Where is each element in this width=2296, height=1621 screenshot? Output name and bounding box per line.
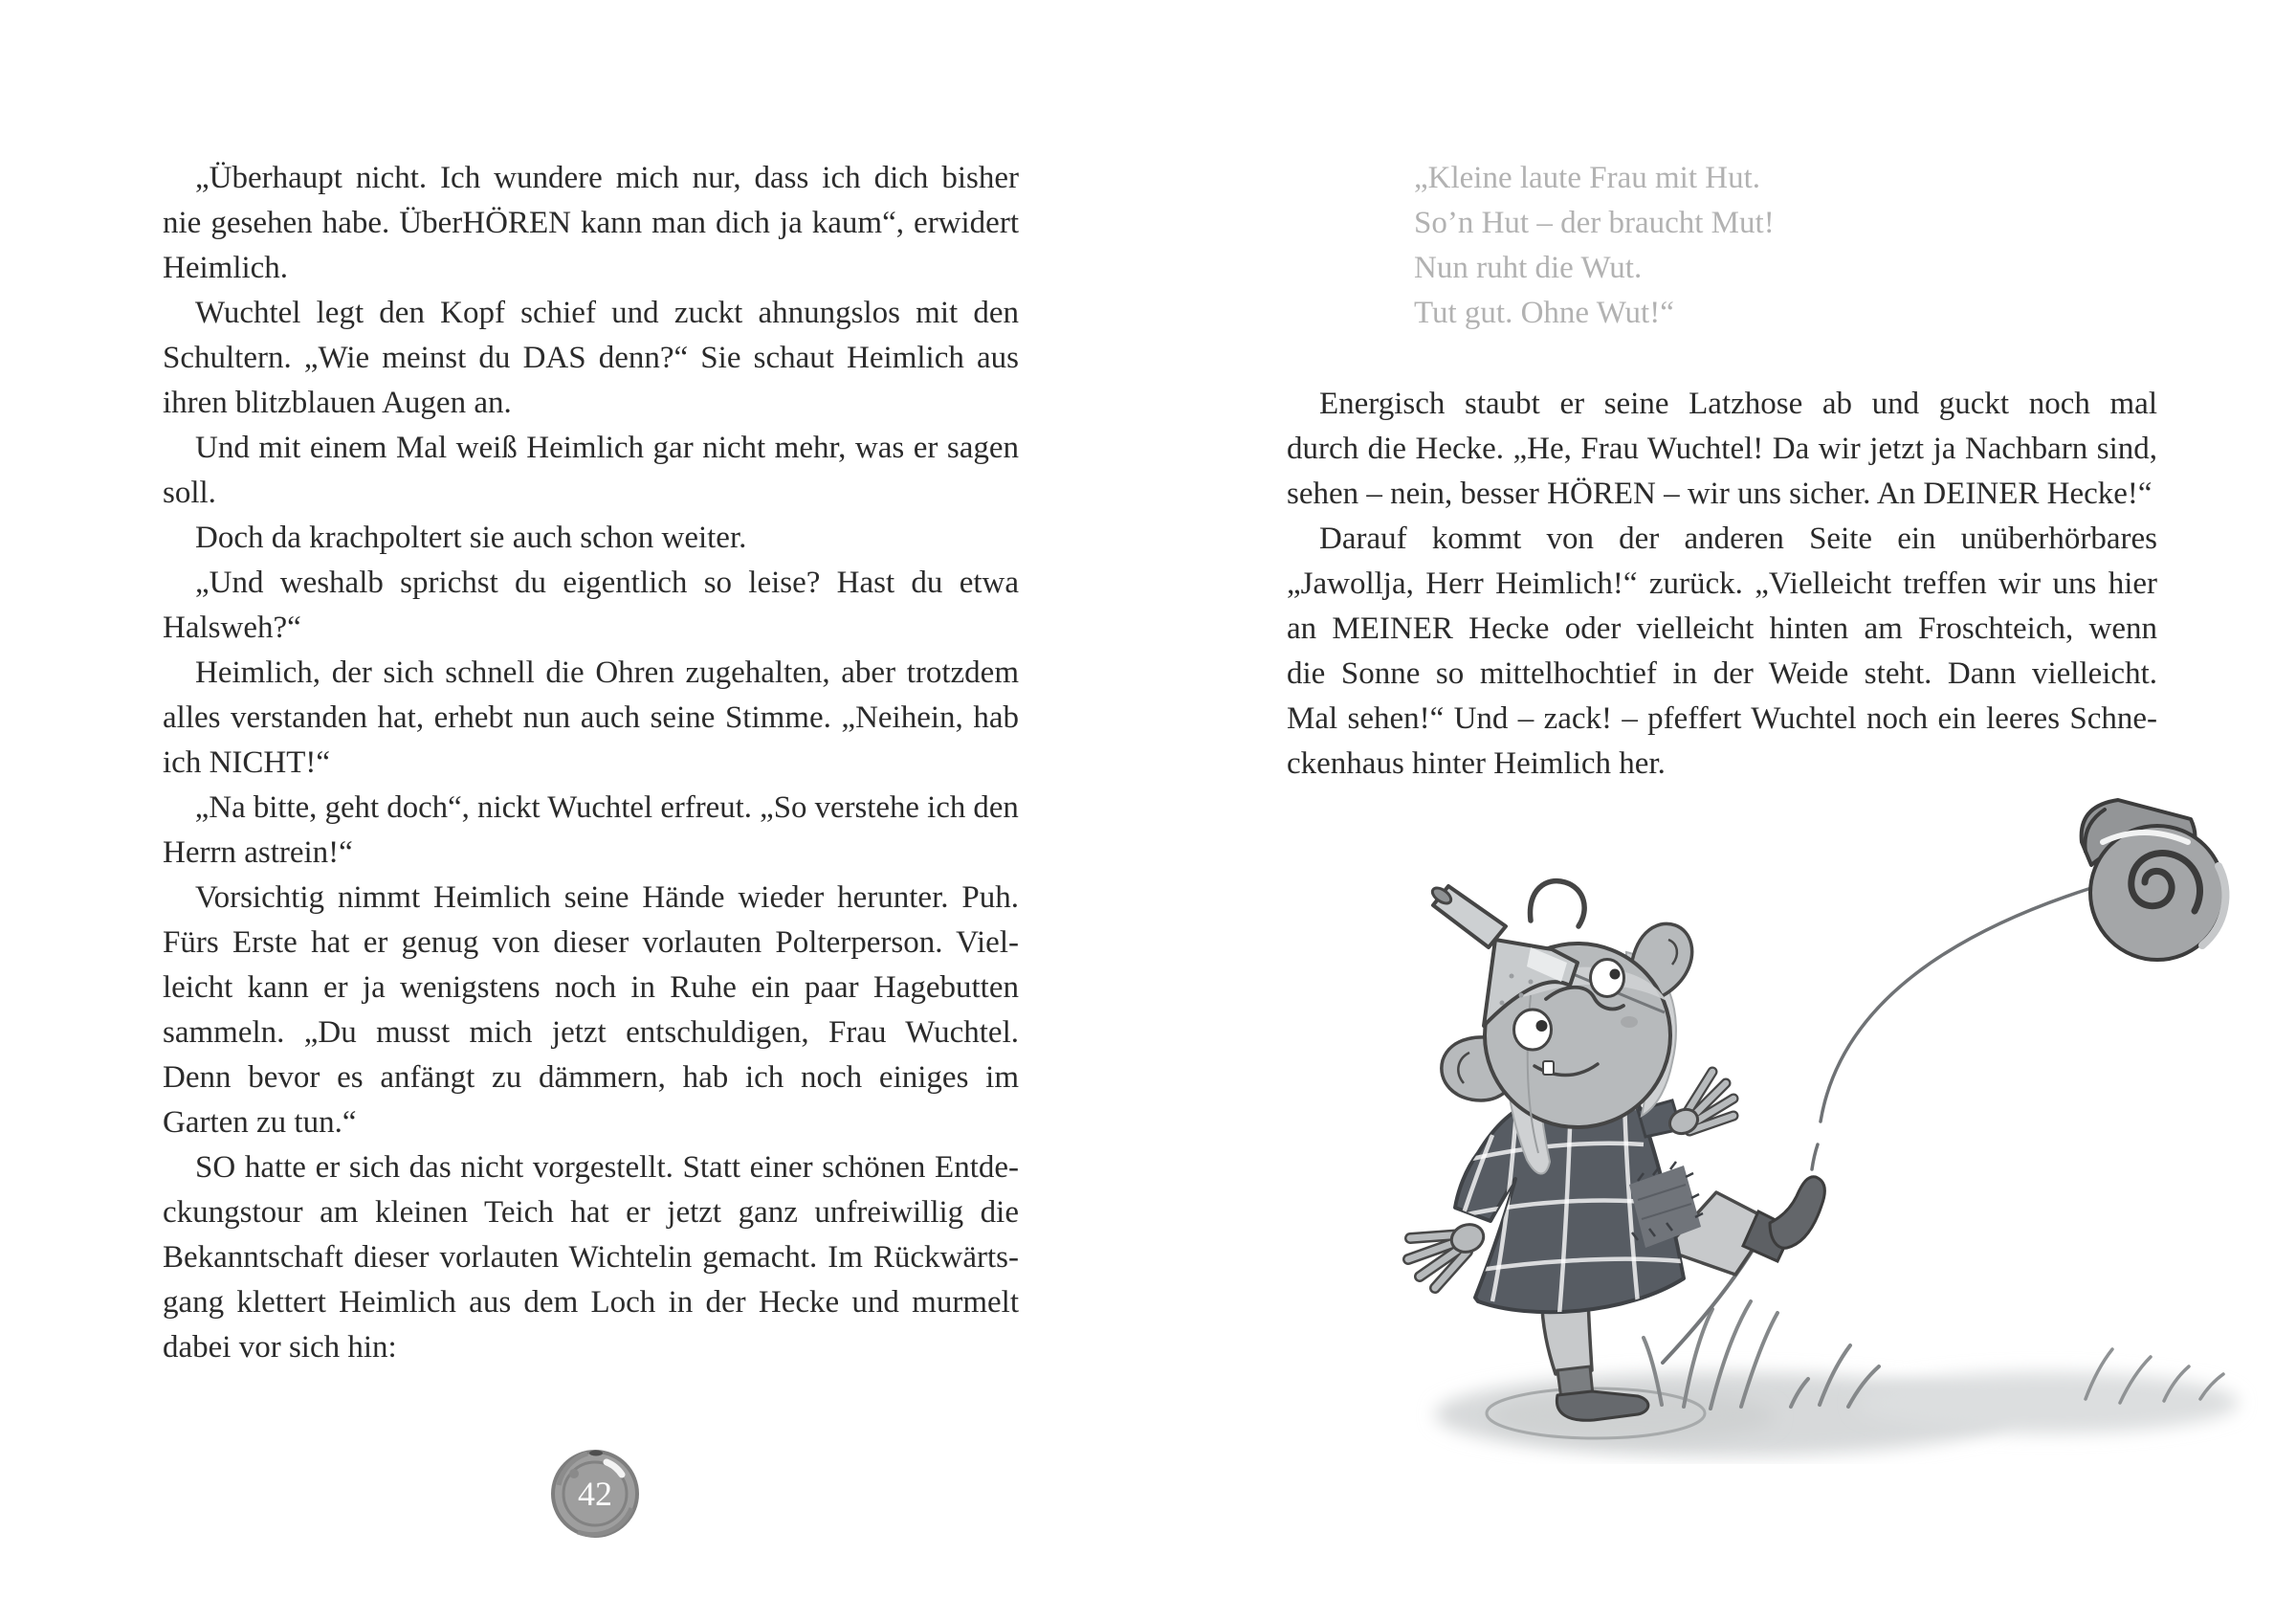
pupil-left — [1536, 1020, 1548, 1032]
text-line: ich NICHT!“ — [163, 745, 331, 780]
text-line: „Jawollja, Herr Heimlich!“ zurück. „Vielleicht treffen wir uns hier — [1287, 566, 2157, 601]
text-line: Herrn astrein!“ — [163, 835, 353, 870]
poem-block — [1414, 156, 2084, 336]
pupil-right — [1610, 969, 1621, 980]
text-line: dabei vor sich hin: — [163, 1330, 397, 1365]
text-line: soll. — [163, 476, 216, 510]
text-line: ihren blitzblauen Augen an. — [163, 386, 512, 420]
illustration-wichtel-kicks-snail-shell — [1368, 794, 2286, 1464]
eye-right — [1591, 960, 1624, 997]
text-line: Vorsichtig nimmt Heimlich seine Hände wieder herunter. Puh. — [195, 880, 1019, 915]
tooth — [1543, 1061, 1554, 1075]
text-line: Doch da krachpoltert sie auch schon weiter. — [195, 521, 747, 555]
text-line: Nun ruht die Wut. — [1414, 251, 1643, 285]
page-number-badge — [549, 1447, 641, 1539]
text-line: ckungstour am kleinen Teich hat er jetzt ganz unfreiwillig die — [163, 1195, 1019, 1230]
left-hand — [1408, 1220, 1488, 1288]
text-line: „Überhaupt nicht. Ich wundere mich nur, dass ich dich bisher — [195, 161, 1019, 195]
text-line: „Und weshalb sprichst du eigentlich so leise? Hast du etwa — [195, 566, 1019, 600]
text-line: SO hatte er sich das nicht vorgestellt. Statt einer schönen Entde- — [195, 1150, 1019, 1185]
text-line: nie gesehen habe. ÜberHÖREN kann man dich ja kaum“, erwidert — [163, 206, 1019, 240]
snail-shell — [2082, 800, 2226, 960]
text-line: „Na bitte, geht doch“, nickt Wuchtel erfreut. „So verstehe ich den — [194, 790, 1019, 825]
text-line: Denn bevor es anfängt zu dämmern, hab ich noch einiges im — [163, 1060, 1019, 1095]
text-line: Energisch staubt er seine Latzhose ab und guckt noch mal — [1319, 387, 2157, 421]
text-line: durch die Hecke. „He, Frau Wuchtel! Da wir jetzt ja Nachbarn sind, — [1287, 432, 2157, 466]
text-line: die Sonne so mittelhochtief in der Weide steht. Dann vielleicht. — [1287, 656, 2157, 691]
text-line: Heimlich, der sich schnell die Ohren zugehalten, aber trotzdem — [195, 655, 1019, 690]
right-text-block — [1287, 382, 2157, 787]
text-line: ckenhaus hinter Heimlich her. — [1287, 746, 1666, 781]
text-line: Heimlich. — [163, 251, 289, 285]
hat-handle — [1530, 881, 1584, 926]
text-line: So’n Hut – der braucht Mut! — [1414, 206, 1775, 240]
text-line: sammeln. „Du musst mich jetzt entschuldigen, Frau Wuchtel. — [163, 1015, 1019, 1050]
text-line: sehen – nein, besser HÖREN – wir uns sicher. An DEINER Hecke!“ — [1287, 477, 2152, 511]
text-line: Schultern. „Wie meinst du DAS denn?“ Sie schaut Heimlich aus — [163, 341, 1019, 375]
text-line: Bekanntschaft dieser vorlauten Wichtelin gemacht. Im Rückwärts- — [163, 1240, 1019, 1275]
text-line: Darauf kommt von der anderen Seite ein unüberhörbares — [1319, 522, 2157, 556]
text-line: alles verstanden hat, erhebt nun auch seine Stimme. „Neihein, hab — [163, 700, 1019, 735]
page-number-badge-graphic — [549, 1447, 641, 1539]
ground-shadow — [1435, 1372, 2239, 1456]
page-number: 42 — [578, 1475, 612, 1513]
text-line: Und mit einem Mal weiß Heimlich gar nicht mehr, was er sagen — [195, 431, 1019, 465]
left-text-block — [163, 156, 1019, 1370]
flight-arc-stub — [1812, 1144, 1818, 1169]
text-line: Fürs Erste hat er genug von dieser vorlauten Polterperson. Viel- — [163, 925, 1019, 960]
text-line: Mal sehen!“ Und – zack! – pfeffert Wuchtel noch ein leeres Schne- — [1287, 701, 2157, 736]
text-line: Halsweh?“ — [163, 611, 301, 645]
wichtel-figure — [1408, 881, 1824, 1421]
text-line: „Kleine laute Frau mit Hut. — [1414, 161, 1760, 195]
text-line: gang klettert Heimlich aus dem Loch in der Hecke und murmelt — [163, 1285, 1019, 1320]
text-line: Wuchtel legt den Kopf schief und zuckt ahnungslos mit den — [195, 296, 1019, 330]
text-line: leicht kann er ja wenigstens noch in Ruhe ein paar Hagebutten — [163, 970, 1019, 1005]
text-line: an MEINER Hecke oder vielleicht hinten am Froschteich, wenn — [1287, 611, 2157, 646]
text-line: Tut gut. Ohne Wut!“ — [1414, 296, 1674, 330]
text-line: Garten zu tun.“ — [163, 1105, 357, 1140]
cheek-shade — [1621, 1016, 1638, 1028]
flight-arc-line — [1821, 888, 2091, 1121]
